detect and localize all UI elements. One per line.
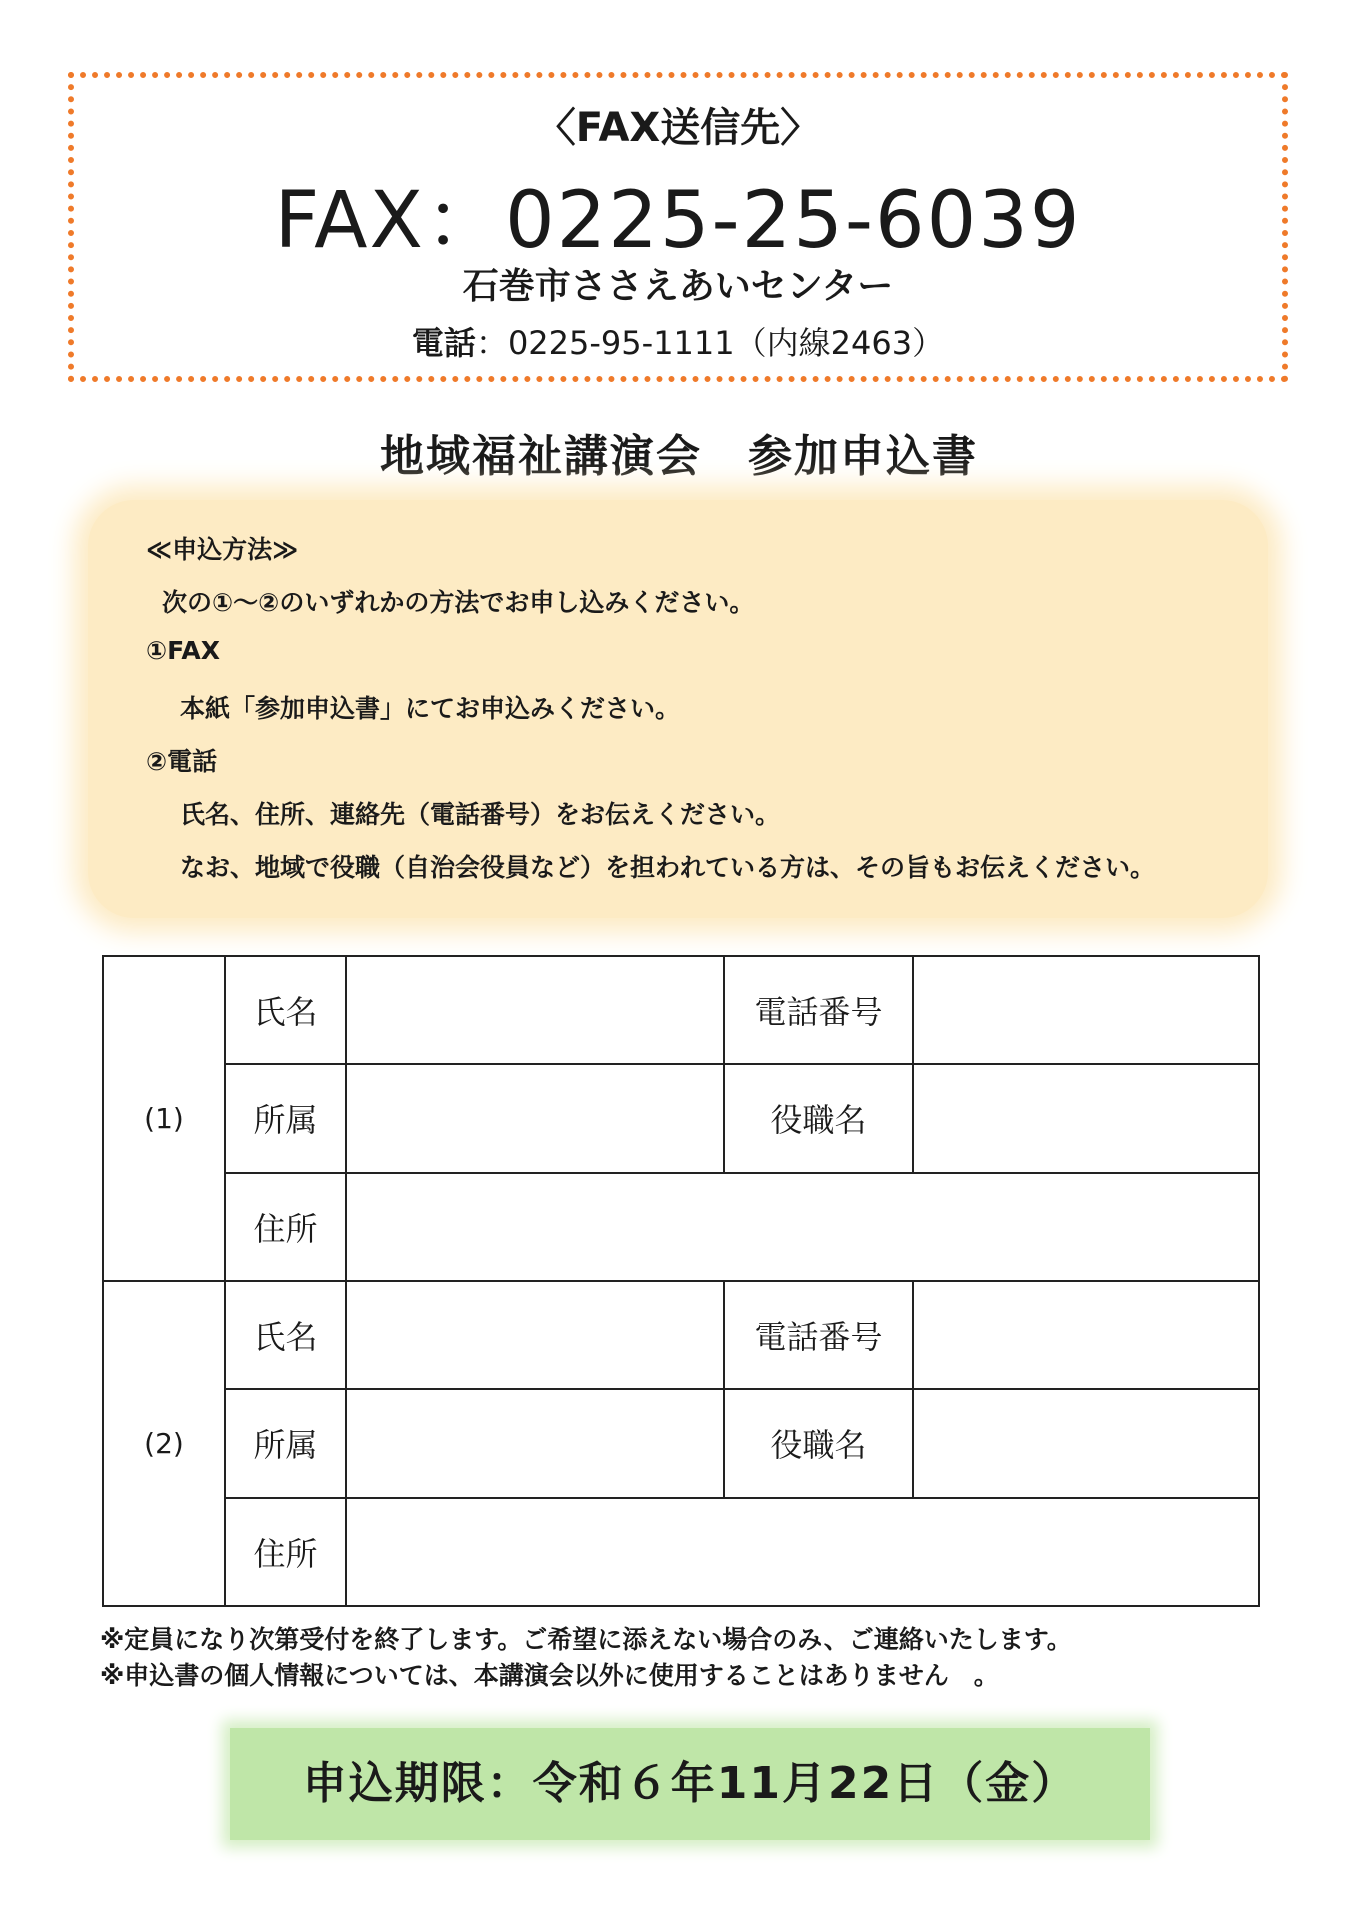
method-fax-option: ①FAX bbox=[146, 636, 220, 665]
entry-1-phone-label: 電話番号 bbox=[724, 956, 913, 1064]
entry-2-position-field[interactable] bbox=[913, 1389, 1259, 1497]
method-tel-option: ②電話 bbox=[146, 747, 218, 776]
method-intro: 次の①～②のいずれかの方法でお申し込みください。 bbox=[162, 588, 755, 617]
entry-2-position-label: 役職名 bbox=[724, 1389, 913, 1497]
fax-telephone bbox=[74, 318, 1282, 364]
entry-1-name-label: 氏名 bbox=[225, 956, 346, 1064]
tel-value: ：0225-95-1111（内線2463） bbox=[475, 324, 945, 362]
entry-2-name-label: 氏名 bbox=[225, 1281, 346, 1389]
entry-2-name-field[interactable] bbox=[346, 1281, 724, 1389]
entry-1-address-label: 住所 bbox=[225, 1173, 346, 1281]
entry-2-address-label: 住所 bbox=[225, 1498, 346, 1606]
entry-2-affiliation-label: 所属 bbox=[225, 1389, 346, 1497]
entry-1-address-row bbox=[103, 1173, 1259, 1281]
entry-2-affiliation-row bbox=[103, 1389, 1259, 1497]
entry-1-position-label: 役職名 bbox=[724, 1064, 913, 1172]
entry-1-name-field[interactable] bbox=[346, 956, 724, 1064]
fax-organization: 石巻市ささえあいセンター bbox=[462, 266, 894, 307]
method-fax-detail: 本紙「参加申込書」にてお申込みください。 bbox=[180, 694, 681, 723]
method-tel-detail-1: 氏名、住所、連絡先（電話番号）をお伝えください。 bbox=[180, 800, 781, 829]
note-privacy: ※申込書の個人情報については、本講演会以外に使用することはありません 。 bbox=[100, 1661, 999, 1690]
entry-1-name-row bbox=[103, 956, 1259, 1064]
entry-2-affiliation-field[interactable] bbox=[346, 1389, 724, 1497]
method-tel-detail-2: なお、地域で役職（自治会役員など）を担われている方は、その旨もお伝えください。 bbox=[180, 853, 1156, 882]
fax-number: FAX：0225-25-6039 bbox=[274, 176, 1082, 266]
fax-destination-box bbox=[68, 72, 1288, 382]
deadline-banner: 申込期限：令和６年11月22日（金） bbox=[230, 1728, 1150, 1840]
tel-label: 電話 bbox=[411, 324, 476, 362]
entry-2-phone-label: 電話番号 bbox=[724, 1281, 913, 1389]
entry-2-address-row bbox=[103, 1498, 1259, 1606]
note-capacity: ※定員になり次第受付を終了します。ご希望に添えない場合のみ、ご連絡いたします。 bbox=[100, 1625, 1072, 1654]
application-method-box bbox=[88, 500, 1268, 918]
method-heading: ≪申込方法≫ bbox=[146, 535, 299, 564]
entry-2-address-field[interactable] bbox=[346, 1498, 1259, 1606]
entry-1-affiliation-row bbox=[103, 1064, 1259, 1172]
entry-2-number: (2) bbox=[103, 1281, 225, 1606]
entry-2-phone-field[interactable] bbox=[913, 1281, 1259, 1389]
entry-1-address-field[interactable] bbox=[346, 1173, 1259, 1281]
entry-1-affiliation-label: 所属 bbox=[225, 1064, 346, 1172]
fax-heading: 〈FAX送信先〉 bbox=[535, 105, 821, 151]
application-entry-table bbox=[102, 955, 1260, 1607]
form-title: 地域福祉講演会 参加申込書 bbox=[380, 431, 978, 482]
entry-1-position-field[interactable] bbox=[913, 1064, 1259, 1172]
entry-1-affiliation-field[interactable] bbox=[346, 1064, 724, 1172]
entry-2-name-row bbox=[103, 1281, 1259, 1389]
entry-1-phone-field[interactable] bbox=[913, 956, 1259, 1064]
entry-1-number: (1) bbox=[103, 956, 225, 1281]
